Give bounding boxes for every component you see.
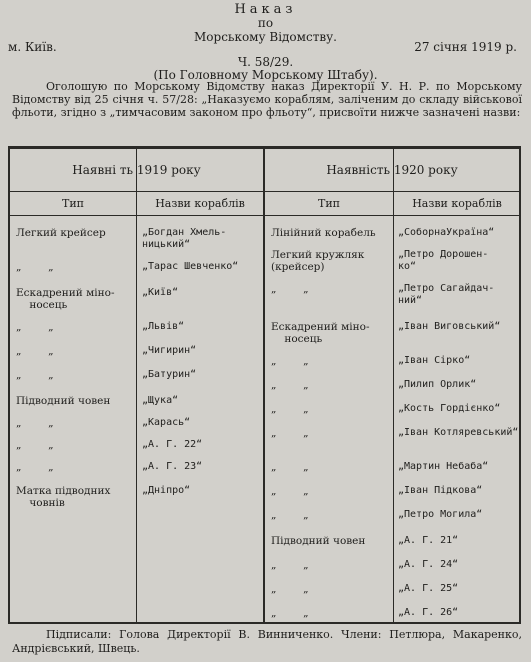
ship-type-cell: „ „ <box>271 379 309 391</box>
ship-type-cell: „ „ <box>271 583 309 595</box>
city: м. Київ. <box>8 40 57 54</box>
order-po: по <box>257 16 274 30</box>
ship-type-cell: Ескадрений міно- носець <box>16 287 115 311</box>
ship-name-cell: „Батурин“ <box>142 369 197 380</box>
ships-table <box>8 146 521 624</box>
ship-name-cell: „Петро Могила“ <box>398 509 483 520</box>
ship-name-cell: „Київ“ <box>142 287 179 298</box>
ship-type-cell: „ „ <box>271 485 309 497</box>
ship-type-cell: Ескадрений міно- носець <box>271 321 370 345</box>
left-header: Наявні ть 1919 року <box>72 163 201 177</box>
ship-type-cell: „ „ <box>271 427 309 439</box>
ship-type-cell: „ „ <box>16 345 54 357</box>
ship-type-cell: Легкий крейсер <box>16 227 106 239</box>
signatures: Підписали: Голова Директорії В. Винниченко. Члени: Петлюра, Макаренко, Андрієвський, Швець. <box>12 628 522 655</box>
ship-type-cell: Підводний човен <box>271 535 366 547</box>
ship-type-cell: Підводний човен <box>16 395 111 407</box>
ship-name-cell: „Петро Дорошен- ко“ <box>398 249 489 272</box>
ship-name-cell: „Богдан Хмель- ницький“ <box>142 227 227 250</box>
ship-name-cell: „Іван Підкова“ <box>398 485 483 496</box>
ship-name-cell: „Щука“ <box>142 395 179 406</box>
ship-name-cell: „А. Г. 24“ <box>398 559 459 570</box>
subheader-divider <box>10 215 519 216</box>
ship-type-cell: Легкий кружляк (крейсер) <box>271 249 365 273</box>
order-subtitle: (По Головному Морському Штабу). <box>153 68 378 82</box>
intro-paragraph: Оголошую по Морському Відомству наказ Директорії У. Н. Р. по Морському Відомству від 25 січня ч. 57/28: „Наказуємо кораблям, заліченим до складу військової фльоти, згідно з „тимчасовим законом про фльоту“, присвоїти нижче зазначені назви: <box>12 80 522 119</box>
ship-name-cell: „Мартин Небаба“ <box>398 461 489 472</box>
center-divider <box>263 149 265 622</box>
ship-name-cell: „Львів“ <box>142 321 185 332</box>
ship-name-cell: „А. Г. 22“ <box>142 439 203 450</box>
col-type-left: Тип <box>62 197 84 210</box>
ship-name-cell: „Карась“ <box>142 417 191 428</box>
order-date: 27 січня 1919 р. <box>414 40 517 54</box>
ship-name-cell: „Іван Виговський“ <box>398 321 501 332</box>
ship-name-cell: „А. Г. 25“ <box>398 583 459 594</box>
ship-type-cell: „ „ <box>271 355 309 367</box>
right-header: Наявність 1920 року <box>326 163 458 177</box>
ship-type-cell: „ „ <box>271 559 309 571</box>
ship-type-cell: „ „ <box>271 461 309 473</box>
col-divider <box>136 149 137 622</box>
ship-type-cell: Матка підводних човнів <box>16 485 111 509</box>
ship-name-cell: „Тарас Шевченко“ <box>142 261 239 272</box>
ship-name-cell: „А. Г. 26“ <box>398 607 459 618</box>
order-title: Наказ <box>234 2 297 17</box>
ship-name-cell: „А. Г. 21“ <box>398 535 459 546</box>
ship-name-cell: „Кость Гордієнко“ <box>398 403 501 414</box>
ship-type-cell: Лінійний корабель <box>271 227 376 239</box>
ship-type-cell: „ „ <box>271 403 309 415</box>
col-divider <box>393 149 394 622</box>
ship-type-cell: „ „ <box>16 261 54 273</box>
ship-name-cell: „Іван Сірко“ <box>398 355 471 366</box>
ship-name-cell: „Чигирин“ <box>142 345 197 356</box>
ship-name-cell: „Пилип Орлик“ <box>398 379 477 390</box>
col-name-right: Назви кораблів <box>412 197 502 210</box>
col-type-right: Тип <box>318 197 340 210</box>
ship-type-cell: „ „ <box>16 321 54 333</box>
ship-type-cell: „ „ <box>16 439 54 451</box>
ship-name-cell: „Іван Котляревський“ <box>398 427 519 438</box>
header-divider <box>10 191 519 192</box>
ship-name-cell: „Дніпро“ <box>142 485 191 496</box>
ship-name-cell: „Петро Сагайдач- ний“ <box>398 283 495 306</box>
ship-type-cell: „ „ <box>271 509 309 521</box>
ship-type-cell: „ „ <box>16 369 54 381</box>
ship-type-cell: „ „ <box>16 461 54 473</box>
ship-name-cell: „А. Г. 23“ <box>142 461 203 472</box>
ship-type-cell: „ „ <box>16 417 54 429</box>
ship-name-cell: „СоборнаУкраїна“ <box>398 227 495 238</box>
col-name-left: Назви кораблів <box>155 197 245 210</box>
ship-type-cell: „ „ <box>271 607 309 619</box>
ministry-name: Морському Відомству. <box>194 30 337 44</box>
ship-type-cell: „ „ <box>271 283 309 295</box>
order-number: Ч. 58/29. <box>237 55 294 69</box>
